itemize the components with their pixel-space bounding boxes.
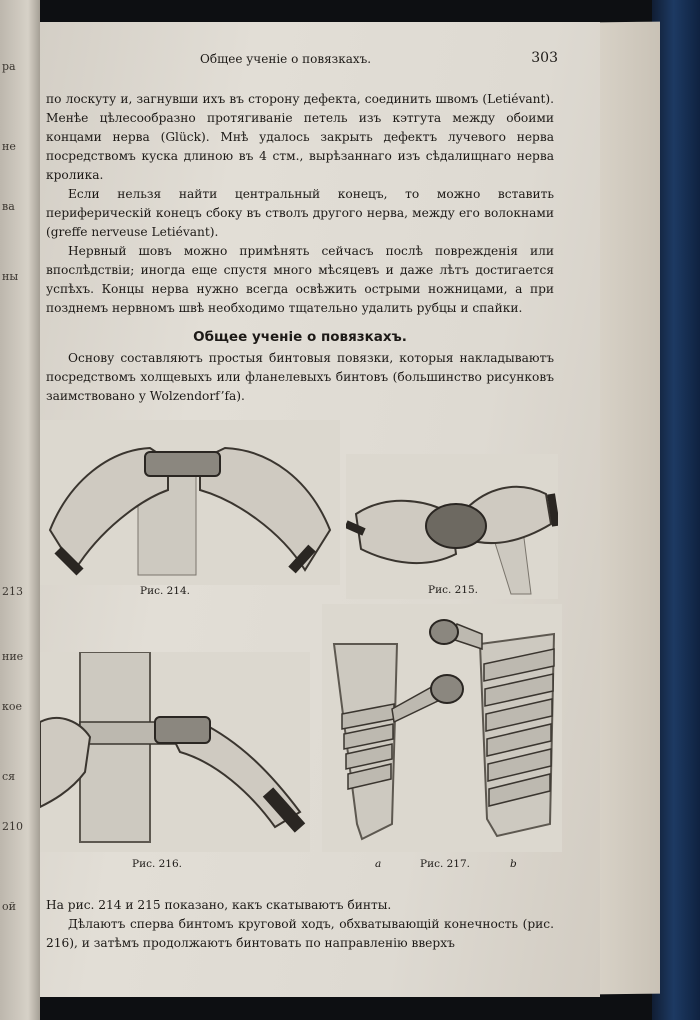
facing-text-fragment: ны bbox=[2, 270, 19, 283]
figure-215-illustration bbox=[346, 454, 558, 599]
section-heading: Общее ученіе о повязкахъ. bbox=[193, 329, 407, 345]
facing-text-fragment: ние bbox=[2, 650, 24, 663]
paragraph: Если нельзя найти центральный конецъ, то можно вставить периферическій конецъ сбоку въ стволъ другого нерва, между его волокнами (greffe nerveuse Letiévant). bbox=[46, 187, 554, 239]
paragraph: На рис. 214 и 215 показано, какъ скатываютъ бинты. bbox=[46, 898, 392, 912]
figure-215-caption: Рис. 215. bbox=[428, 584, 478, 596]
page-edges bbox=[596, 22, 660, 995]
facing-page-edge bbox=[0, 0, 40, 1020]
paragraph: Нервный шовъ можно примѣнять сейчасъ послѣ поврежденія или впослѣдствіи; иногда еще спустя много мѣсяцевъ и даже лѣтъ достигается успѣхъ. Концы нерва нужно всегда освѣжить острыми ножницами, а при позднемъ нервномъ швѣ необходимо тщательно удалить рубцы и спайки. bbox=[46, 244, 554, 315]
running-head-title: Общее ученіе о повязкахъ. bbox=[200, 52, 372, 66]
facing-text-fragment: не bbox=[2, 140, 16, 153]
figure-216-caption: Рис. 216. bbox=[132, 858, 182, 870]
running-head bbox=[40, 52, 600, 72]
figure-214-caption: Рис. 214. bbox=[140, 585, 190, 597]
facing-text-fragment: 210 bbox=[2, 820, 23, 833]
paragraph: Дѣлаютъ сперва бинтомъ круговой ходъ, обхватывающій конечность (рис. 216), и затѣмъ продолжаютъ бинтовать по направленію вверхъ bbox=[46, 917, 554, 950]
facing-text-fragment: кое bbox=[2, 700, 23, 713]
figure-214-illustration bbox=[40, 420, 340, 585]
facing-text-fragment: ой bbox=[2, 900, 16, 913]
paragraph: по лоскуту и, загнувши ихъ въ сторону дефекта, соединить швомъ (Letiévant). Менѣе цѣлесообразно протягиваніе петель изъ кэтгута между обоими концами нерва (Glück). Мнѣ удалось закрыть дефектъ лучевого нерва посредствомъ куска длиною въ 4 стм., вырѣзаннаго изъ сѣдалищнаго нерва кролика. bbox=[46, 92, 554, 182]
facing-text-fragment: ся bbox=[2, 770, 16, 783]
section-paragraph: Основу составляютъ простыя бинтовыя повязки, которыя накладываютъ посредствомъ холщевыхъ или фланелевыхъ бинтовъ (большинство рисунковъ заимствовано у Wolzendorf’fа). bbox=[46, 351, 554, 403]
figure-217-label-b: b bbox=[510, 858, 517, 870]
facing-text-fragment: ра bbox=[2, 60, 16, 73]
page-bottom-text bbox=[46, 896, 554, 953]
page-number: 303 bbox=[531, 50, 558, 66]
page-body-text bbox=[46, 90, 554, 406]
book-page bbox=[40, 22, 600, 997]
figure-216-illustration bbox=[40, 652, 310, 852]
figure-217-illustration bbox=[322, 604, 562, 852]
facing-text-fragment: 213 bbox=[2, 585, 23, 598]
figure-217-caption: Рис. 217. bbox=[420, 858, 470, 870]
figure-217-label-a: a bbox=[375, 858, 382, 870]
facing-text-fragment: ва bbox=[2, 200, 15, 213]
